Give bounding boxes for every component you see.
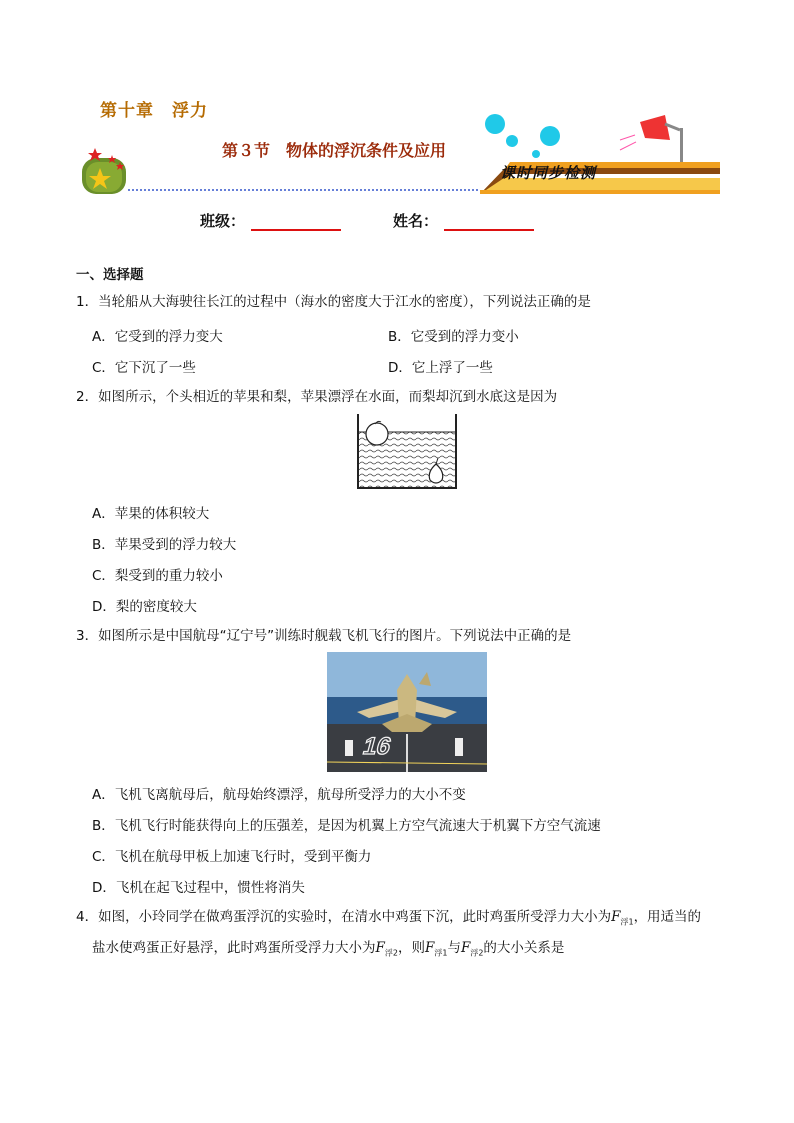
question-2: 2．如图所示，个头相近的苹果和梨，苹果漂浮在水面，而梨却沉到水底这是因为 — [76, 389, 558, 405]
question-3: 3．如图所示是中国航母“辽宁号”训练时舰载飞机飞行的图片。下列说法中正确的是 — [76, 628, 572, 644]
force-subscript: 浮2 — [470, 948, 484, 958]
q2-option-c[interactable]: C．梨受到的重力较小 — [92, 568, 223, 584]
q1-option-c[interactable]: C．它下沉了一些 — [92, 360, 196, 376]
q1-option-a[interactable]: A．它受到的浮力变大 — [92, 329, 223, 345]
force-symbol: F — [375, 940, 385, 956]
deck-number: 16 — [360, 733, 394, 760]
force-subscript: 浮2 — [384, 948, 398, 958]
question-1: 1．当轮船从大海驶往长江的过程中（海水的密度大于江水的密度），下列说法正确的是 — [76, 294, 591, 310]
q4-text-c: 盐水使鸡蛋正好悬浮，此时鸡蛋所受浮力大小为 — [92, 940, 376, 956]
chapter-title: 第十章 浮力 — [100, 101, 208, 121]
q4-text-f: 的大小关系是 — [483, 940, 565, 956]
question-4-line-2 — [92, 938, 564, 964]
force-subscript: 浮1 — [620, 917, 634, 927]
q4-text-b: ，用适当的 — [633, 909, 702, 925]
force-symbol: F — [424, 940, 435, 956]
force-subscript: 浮1 — [434, 948, 448, 958]
q4-text-e: 与 — [447, 940, 461, 956]
q3-option-c[interactable]: C．飞机在航母甲板上加速飞行时，受到平衡力 — [92, 849, 372, 865]
name-label: 姓名： — [393, 212, 439, 230]
fruit-container-figure — [352, 412, 462, 496]
q2-option-a[interactable]: A．苹果的体积较大 — [92, 506, 210, 522]
section-title: 第３节 物体的浮沉条件及应用 — [222, 141, 447, 160]
q2-option-b[interactable]: B．苹果受到的浮力较大 — [92, 537, 237, 553]
section-heading: 一、选择题 — [76, 267, 144, 283]
aircraft-carrier-photo — [327, 652, 487, 772]
banner-label: 课时同步检测 — [500, 164, 597, 182]
name-field[interactable] — [393, 210, 534, 231]
force-symbol: F — [611, 909, 621, 925]
q2-option-d[interactable]: D．梨的密度较大 — [92, 599, 197, 615]
question-4-line-1 — [76, 907, 701, 933]
q3-option-b[interactable]: B．飞机飞行时能获得向上的压强差，是因为机翼上方空气流速大于机翼下方空气流速 — [92, 818, 601, 834]
q3-option-d[interactable]: D．飞机在起飞过程中，惯性将消失 — [92, 880, 305, 896]
q1-option-d[interactable]: D．它上浮了一些 — [388, 360, 493, 376]
q4-text-a: 4．如图，小玲同学在做鸡蛋浮沉的实验时，在清水中鸡蛋下沉，此时鸡蛋所受浮力大小为 — [76, 909, 612, 925]
name-blank[interactable] — [444, 215, 534, 231]
q4-text-d: ，则 — [397, 940, 425, 956]
class-label: 班级： — [200, 212, 246, 230]
class-blank[interactable] — [251, 215, 341, 231]
q1-option-b[interactable]: B．它受到的浮力变小 — [388, 329, 519, 345]
force-symbol: F — [460, 940, 471, 956]
class-field[interactable] — [200, 210, 341, 231]
q3-option-a[interactable]: A．飞机飞离航母后，航母始终漂浮，航母所受浮力的大小不变 — [92, 787, 466, 803]
